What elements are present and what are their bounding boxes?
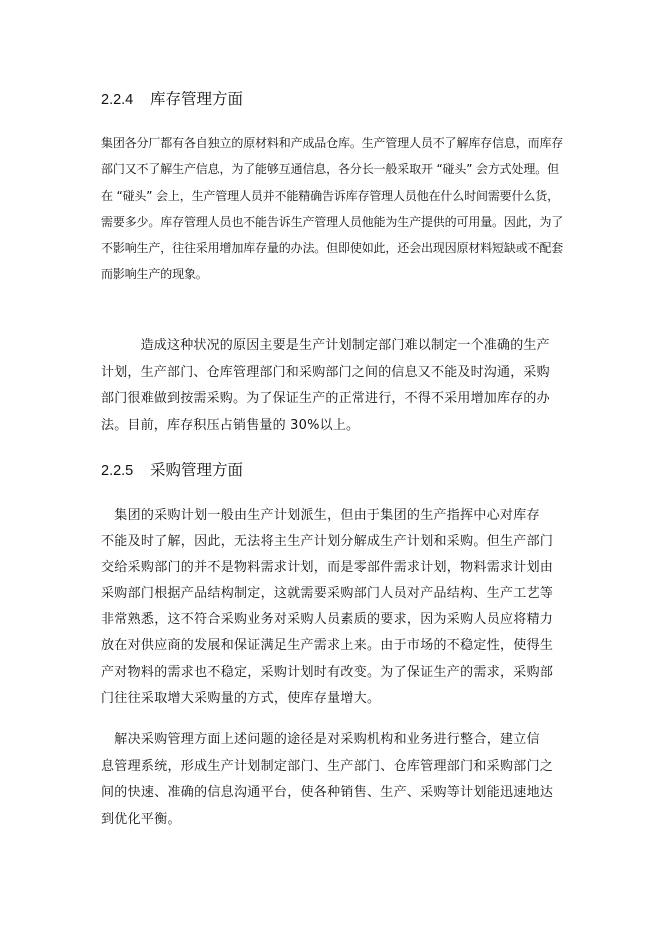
section-number: 2.2.4: [101, 92, 134, 108]
paragraph-line: 需要多少。库存管理人员也不能告诉生产管理人员他能为生产提供的可用量。因此，为了: [101, 214, 564, 229]
paragraph-line: 放在对供应商的发展和保证满足生产需求上来。由于市场的不稳定性，使得生: [101, 638, 554, 654]
paragraph-procurement-solution: [101, 727, 559, 833]
paragraph-line: 产对物料的需求也不稳定，采购计划时有改变。为了保证生产的需求，采购部: [101, 664, 554, 680]
paragraph-line: 部门很难做到按需采购。为了保证生产的正常进行，不得不采用增加库存的办: [101, 391, 550, 407]
paragraph-line: 部门又不了解生产信息，为了能够互通信息，各分长一般采取开 “碰头” 会方式处理。但: [101, 162, 559, 177]
paragraph-procurement-issues: [101, 503, 559, 712]
paragraph-line: 集团的采购计划一般由生产计划派生，但由于集团的生产指挥中心对库存: [101, 508, 540, 523]
paragraph-line: 集团各分厂都有各自独立的原材料和产成品仓库。生产管理人员不了解库存信息，而库存: [101, 136, 564, 150]
section-title: 库存管理方面: [150, 90, 244, 108]
paragraph-line: 而影响生产的现象。: [101, 267, 208, 282]
paragraph-inventory-issues: [101, 130, 564, 288]
paragraph-line: 解决采购管理方面上述问题的途径是对采购机构和业务进行整合，建立信: [101, 732, 540, 747]
paragraph-line: 到优化平衡。: [101, 811, 181, 827]
paragraph-line: 门往往采取增大采购量的方式，使库存量增大。: [101, 690, 381, 706]
paragraph-line: 法。目前，库存积压占销售量的 30%以上。: [101, 418, 360, 434]
paragraph-line: 非常熟悉，这不符合采购业务对采购人员素质的要求，因为采购人员应将精力: [101, 612, 554, 628]
paragraph-line: 造成这种状况的原因主要是生产计划制定部门难以制定一个准确的生产: [101, 338, 550, 353]
paragraph-line: 息管理系统，形成生产计划制定部门、生产部门、仓库管理部门和采购部门之: [101, 758, 554, 774]
paragraph-line: 不能及时了解，因此，无法将主生产计划分解成生产计划和采购。但生产部门: [101, 534, 554, 550]
section-number: 2.2.5: [101, 463, 134, 479]
paragraph-line: 间的快速、准确的信息沟通平台，使各种销售、生产、采购等计划能迅速地达: [101, 785, 554, 800]
paragraph-line: 采购部门根据产品结构制定，这就需要采购部门人员对产品结构、生产工艺等: [101, 586, 554, 602]
section-heading-2-2-4: [101, 89, 243, 110]
paragraph-line: 计划，生产部门、仓库管理部门和采购部门之间的信息又不能及时沟通，采购: [101, 364, 550, 380]
paragraph-line: 在 “碰头” 会上，生产管理人员并不能精确告诉库存管理人员他在什么时间需要什么货，: [101, 188, 559, 203]
paragraph-line: 交给采购部门的并不是物料需求计划，而是零部件需求计划，物料需求计划由: [101, 560, 554, 576]
paragraph-inventory-causes: [101, 333, 559, 440]
section-title: 采购管理方面: [150, 461, 244, 479]
section-heading-2-2-5: [101, 460, 243, 481]
paragraph-line: 不影响生产，往往采用增加库存量的办法。但即使如此，还会出现因原材料短缺或不配套: [101, 241, 564, 256]
